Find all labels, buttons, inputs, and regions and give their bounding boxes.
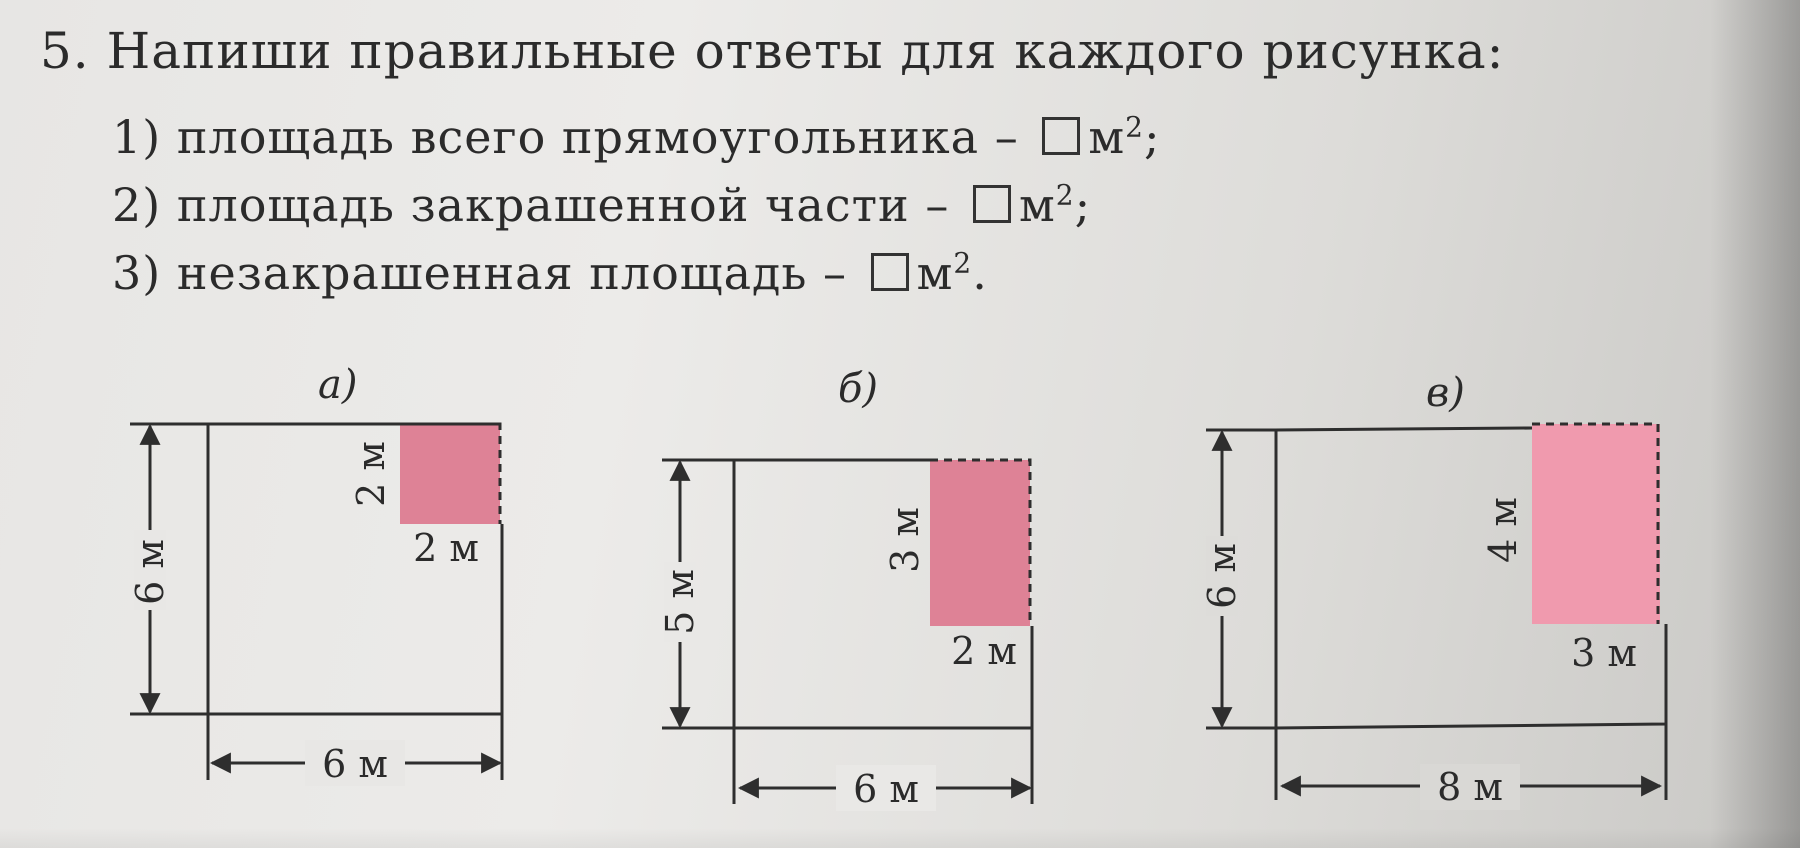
punctuation: . xyxy=(972,246,988,300)
figure-b-shade-width-label: 2 м xyxy=(951,629,1017,673)
figure-v-label: в) xyxy=(1426,370,1465,416)
unit: м xyxy=(1018,178,1056,232)
task-item-text: 2) площадь закрашенной части – xyxy=(112,178,950,232)
figure-a-shade-height-label: 2 м xyxy=(349,441,393,507)
figure-a-shade-width-label: 2 м xyxy=(413,526,479,570)
punctuation: ; xyxy=(1143,110,1161,164)
figure-a xyxy=(128,424,502,786)
figure-b-shade-height-label: 3 м xyxy=(883,507,927,573)
figure-a-label: а) xyxy=(318,362,358,408)
page-bottom-edge xyxy=(0,828,1800,848)
figure-v-shaded-part xyxy=(1532,424,1660,624)
unit-power: 2 xyxy=(953,246,973,280)
unit: м xyxy=(916,246,954,300)
figure-a-width-label: 6 м xyxy=(322,742,388,786)
task-title: 5. Напиши правильные ответы для каждого рисунка: xyxy=(40,22,1505,80)
unit: м xyxy=(1088,110,1126,164)
figure-b xyxy=(658,460,1032,811)
figure-v-shade-height-label: 4 м xyxy=(1481,497,1525,563)
unit-power: 2 xyxy=(1055,178,1075,212)
figure-v xyxy=(1200,424,1666,810)
figure-b-height-label: 5 м xyxy=(658,569,702,635)
unit-power: 2 xyxy=(1125,110,1144,144)
task-item-text: 3) незакрашенная площадь – xyxy=(112,246,847,300)
figure-v-height-label: 6 м xyxy=(1200,543,1244,609)
figure-v-width-label: 8 м xyxy=(1437,765,1503,809)
figure-b-shaded-part xyxy=(930,460,1030,626)
task-item-text: 1) площадь всего прямоугольника – xyxy=(112,110,1019,164)
figure-v-shade-width-label: 3 м xyxy=(1571,631,1637,675)
figure-b-label: б) xyxy=(838,366,879,412)
punctuation: ; xyxy=(1074,178,1092,232)
figure-a-shaded-part xyxy=(400,424,500,524)
figure-a-height-label: 6 м xyxy=(128,539,172,605)
figure-b-width-label: 6 м xyxy=(853,767,919,811)
